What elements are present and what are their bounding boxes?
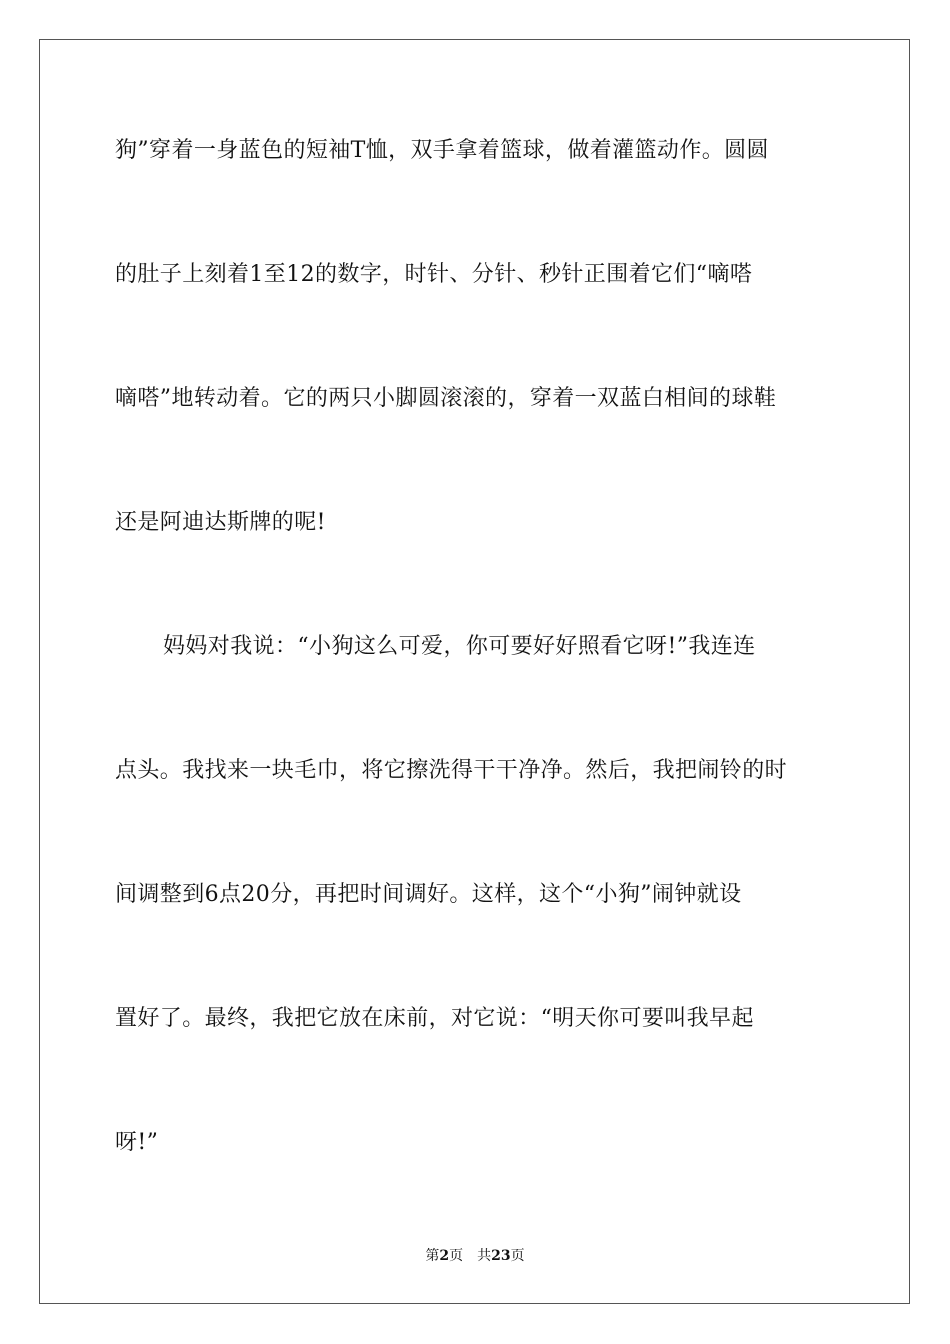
page-border xyxy=(39,39,910,1304)
text-line: 间调整到6点20分，再把时间调好。这样，这个“小狗”闹钟就设 xyxy=(115,882,742,907)
paragraph-start-line: 妈妈对我说：“小狗这么可爱，你可要好好照看它呀!”我连连 xyxy=(163,634,756,659)
page-prefix: 第 xyxy=(425,1248,440,1264)
page-number: 2 xyxy=(439,1248,450,1264)
text-line: 的肚子上刻着1至12的数字，时针、分针、秒针正围着它们“嘀嗒 xyxy=(115,262,753,287)
text-line: 狗”穿着一身蓝色的短袖T恤，双手拿着篮球，做着灌篮动作。圆圆 xyxy=(115,138,769,163)
total-suffix: 页 xyxy=(510,1248,525,1264)
page-suffix: 页 xyxy=(449,1248,464,1264)
total-pages: 23 xyxy=(491,1248,511,1264)
text-line: 还是阿迪达斯牌的呢! xyxy=(115,510,326,535)
page-footer xyxy=(0,1247,950,1265)
total-prefix: 共 xyxy=(477,1248,492,1264)
text-line: 置好了。最终，我把它放在床前，对它说：“明天你可要叫我早起 xyxy=(115,1006,754,1031)
text-line: 嘀嗒”地转动着。它的两只小脚圆滚滚的，穿着一双蓝白相间的球鞋 xyxy=(115,386,777,411)
text-line: 呀!” xyxy=(115,1130,159,1155)
text-line: 点头。我找来一块毛巾，将它擦洗得干干净净。然后，我把闹铃的时 xyxy=(115,758,788,783)
